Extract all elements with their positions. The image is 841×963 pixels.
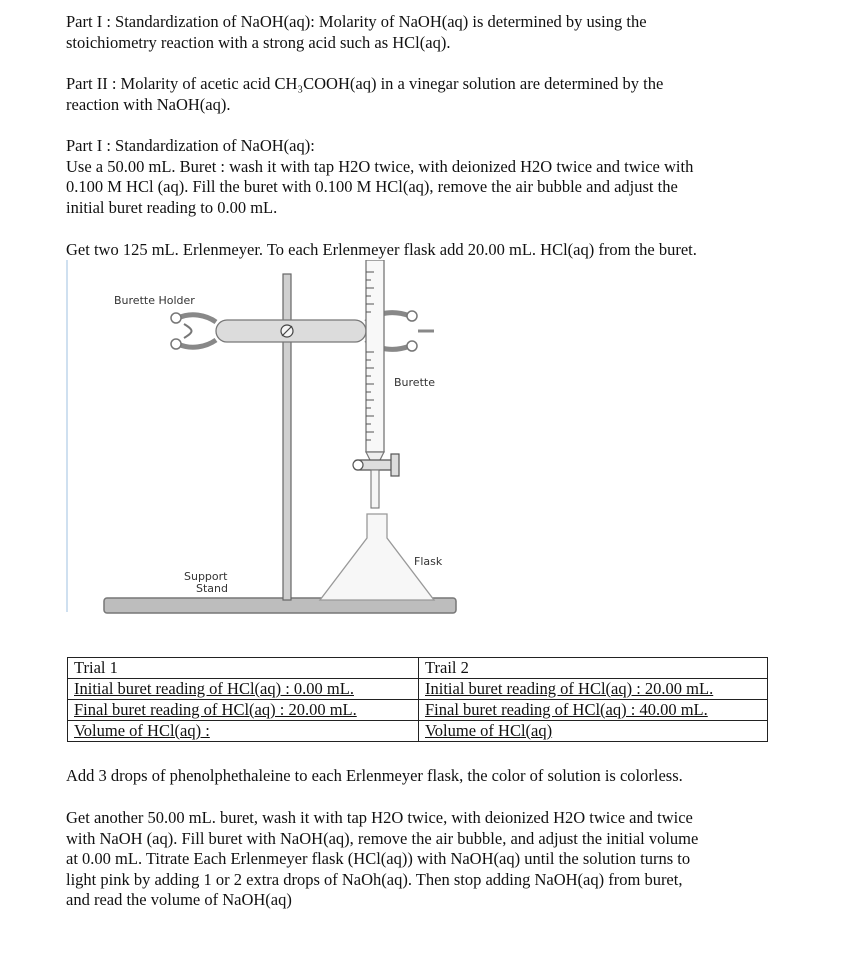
buret-line-3: initial buret reading to 0.00 mL.: [66, 197, 278, 217]
procedure-buret: [66, 136, 806, 218]
label-flask: Flask: [414, 555, 443, 568]
table-row: [68, 658, 768, 679]
trial1-volume: Volume of HCl(aq) :: [68, 721, 419, 742]
trials-table: [67, 657, 768, 742]
titration-line-3: at 0.00 mL. Titrate Each Erlenmeyer flask (HCl(aq)) with NaOH(aq) until the solution turns to: [66, 849, 691, 868]
buret-line-2: 0.100 M HCl (aq). Fill the buret with 0.100 M HCl(aq), remove the air bubble and adjust the: [66, 177, 678, 196]
procedure-heading: Part I : Standardization of NaOH(aq):: [66, 136, 315, 155]
erlenmeyer-instruction: [66, 240, 806, 261]
part2-intro-line-1: Part II : Molarity of acetic acid CH₃COOH(aq) in a vinegar solution are determined by the: [66, 74, 664, 93]
label-burette-holder: Burette Holder: [114, 294, 195, 307]
trial2-volume: Volume of HCl(aq): [419, 721, 768, 742]
part1-intro-line-2: stoichiometry reaction with a strong acid such as HCl(aq).: [66, 32, 451, 52]
table-row: [68, 721, 768, 742]
indicator-line: Add 3 drops of phenolphethaleine to each Erlenmeyer flask, the color of solution is colorless.: [66, 766, 683, 785]
titration-line-2: with NaOH (aq). Fill buret with NaOH(aq), remove the air bubble, and adjust the initial volume: [66, 828, 699, 848]
titration-apparatus-figure: [66, 260, 466, 618]
buret-line-1: Use a 50.00 mL. Buret : wash it with tap H2O twice, with deionized H2O twice and twice with: [66, 156, 694, 176]
trial1-header: Trial 1: [68, 658, 419, 679]
table-row: [68, 679, 768, 700]
titration-instruction: [66, 808, 806, 911]
erlenmeyer-line: Get two 125 mL. Erlenmeyer. To each Erlenmeyer flask add 20.00 mL. HCl(aq) from the buret.: [66, 240, 697, 259]
trial2-initial-reading: Initial buret reading of HCl(aq) : 20.00 mL.: [419, 679, 768, 700]
part2-intro-line-2: reaction with NaOH(aq).: [66, 94, 231, 114]
label-support: Support: [184, 570, 228, 583]
part1-intro-line-1: Part I : Standardization of NaOH(aq): Molarity of NaOH(aq) is determined by using the: [66, 12, 647, 31]
part2-intro: [66, 74, 806, 115]
titration-line-5: and read the volume of NaOH(aq): [66, 890, 292, 909]
indicator-instruction: [66, 766, 806, 787]
trial2-header: Trail 2: [419, 658, 768, 679]
burette-tube: [366, 260, 384, 452]
table-row: [68, 700, 768, 721]
label-burette: Burette: [394, 376, 435, 389]
part1-intro: [66, 12, 806, 53]
titration-line-1: Get another 50.00 mL. buret, wash it with tap H2O twice, with deionized H2O twice and twice: [66, 808, 693, 827]
label-stand: Stand: [196, 582, 228, 595]
trial1-final-reading: Final buret reading of HCl(aq) : 20.00 mL.: [68, 700, 419, 721]
apparatus-illustration: [66, 260, 466, 618]
trial2-final-reading: Final buret reading of HCl(aq) : 40.00 mL.: [419, 700, 768, 721]
titration-line-4: light pink by adding 1 or 2 extra drops of NaOh(aq). Then stop adding NaOH(aq) from buret,: [66, 869, 683, 889]
trial1-initial-reading: Initial buret reading of HCl(aq) : 0.00 mL.: [68, 679, 419, 700]
